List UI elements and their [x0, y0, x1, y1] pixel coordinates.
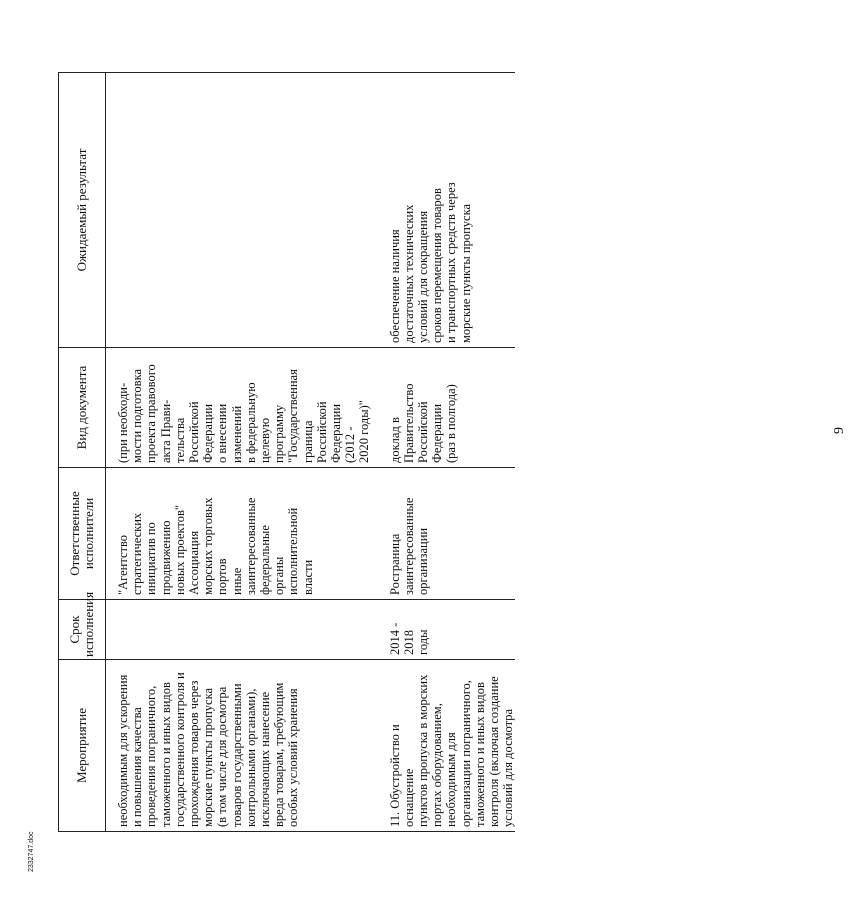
header-doc-type: Вид документа: [59, 348, 106, 468]
row-result-cell: обеспечение наличия достаточных технических условий для сокращения сроков перемещения товаров и транспортных средств через морские пункты пропуска: [372, 73, 516, 348]
table-row: [106, 73, 372, 832]
table-row: [372, 73, 516, 832]
header-result: Ожидаемый результат: [59, 73, 106, 348]
header-responsible: Ответственные исполнители: [59, 468, 106, 600]
row-term-cell: [106, 600, 372, 660]
header-term: Срок исполнения: [59, 600, 106, 660]
header-event: Мероприятие: [59, 660, 106, 832]
row-event-cell: [372, 660, 516, 832]
table-header-row: [59, 73, 106, 832]
row-event-text: Обустройство и оснащение пунктов пропуска в морских портах оборудованием, необходимым для организации пограничного, таможенного и иных видов контроля (включая создание условий для досмотра: [387, 674, 516, 827]
footer-filename: 2332747.doc: [28, 831, 35, 872]
row-number: 11.: [387, 811, 402, 827]
row-doc-type-cell: (при необходи- мости подготовка проекта правового акта Прави- тельства Российской Федерации о внесении изменений в федеральную целевую программу "Государственная граница Российской Федерации (2012 - 2020 годы)": [106, 348, 372, 468]
row-responsible-cell: "Агентство стратегических инициатив по продвижению новых проектов" Ассоциация морских торговых портов иные заинтересованные федеральные органы исполнительной власти: [106, 468, 372, 600]
row-term-cell: 2014 - 2018 годы: [372, 600, 516, 660]
row-responsible-cell: Росграница заинтересованные организации: [372, 468, 516, 600]
row-event-cell: [106, 660, 372, 832]
row-doc-type-cell: доклад в Правительство Российской Федерации (раз в полгода): [372, 348, 516, 468]
row-event-text: необходимым для ускорения и повышения качества проведения пограничного, таможенного и иных видов государственного контроля и прохождения товаров через морские пункты пропуска (в том числе для досмотра товаров государственными контрольными органами), исключающих нанесение вреда товарам, требующим особых условий хранения: [116, 672, 301, 827]
row-result-cell: [106, 73, 372, 348]
measures-table: [58, 72, 515, 832]
page-number: 9: [832, 427, 847, 434]
document-sheet: [58, 72, 518, 832]
